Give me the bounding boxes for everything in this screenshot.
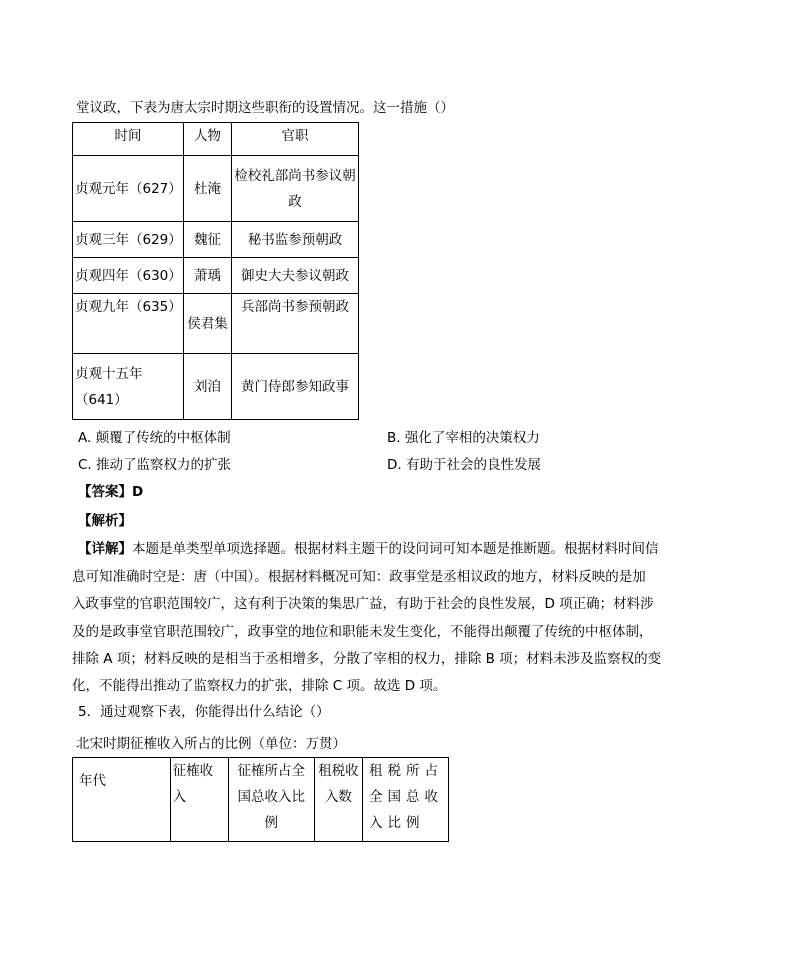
cell-office: 兵部尚书参预朝政 [232, 294, 359, 354]
option-b: B. 强化了宰相的决策权力 [387, 430, 540, 446]
q4-table [72, 122, 359, 420]
table-row [73, 222, 359, 258]
table-row [73, 258, 359, 294]
detail-label: 【详解】 [78, 541, 132, 557]
header-office: 官职 [232, 123, 359, 156]
q4-stem: 堂议政，下表为唐太宗时期这些职衔的设置情况。这一措施（） [76, 100, 454, 116]
cell-person: 杜淹 [184, 156, 232, 222]
cell-person: 刘洎 [184, 354, 232, 420]
header-tax-income: 租税收入数 [314, 758, 362, 842]
table-row [73, 294, 359, 354]
table-row [73, 156, 359, 222]
option-a: A. 颠覆了传统的中枢体制 [78, 430, 231, 446]
detail-line-4: 及的是政事堂官职范围较广，政事堂的地位和职能未发生变化，不能得出颠覆了传统的中枢体制， [72, 624, 653, 640]
detail-line-5: 排除 A 项；材料反映的是相当于丞相增多，分散了宰相的权力，排除 B 项；材料未涉及监察权的变 [72, 651, 662, 667]
header-year: 年代 [73, 758, 171, 842]
cell-time: 贞观三年（629） [73, 222, 184, 258]
header-person: 人物 [184, 123, 232, 156]
option-d: D. 有助于社会的良性发展 [387, 457, 541, 473]
answer-line [78, 480, 143, 500]
q5-caption: 北宋时期征榷收入所占的比例（单位：万贯） [76, 736, 346, 752]
cell-person: 萧瑀 [184, 258, 232, 294]
detail-line-6: 化，不能得出推动了监察权力的扩张，排除 C 项。故选 D 项。 [72, 678, 447, 694]
analysis-label: 【解析】 [78, 513, 132, 529]
option-c: C. 推动了监察权力的扩张 [78, 457, 232, 473]
cell-office: 秘书监参预朝政 [232, 222, 359, 258]
cell-time: 贞观四年（630） [73, 258, 184, 294]
answer-value: D [132, 484, 144, 500]
detail-text: 本题是单类型单项选择题。根据材料主题干的设问词可知本题是推断题。根据材料时间信 [132, 541, 659, 557]
cell-time: 贞观元年（627） [73, 156, 184, 222]
cell-office: 检校礼部尚书参议朝政 [232, 156, 359, 222]
answer-label: 【答案】 [78, 484, 132, 500]
q5-table [72, 757, 449, 842]
detail-line-1 [78, 537, 659, 557]
cell-person: 侯君集 [184, 294, 232, 354]
cell-time: 贞观九年（635） [73, 294, 184, 354]
detail-line-2: 息可知准确时空是：唐（中国）。根据材料概况可知：政事堂是丞相议政的地方，材料反映的是加 [72, 569, 646, 585]
cell-person: 魏征 [184, 222, 232, 258]
cell-office: 黄门侍郎参知政事 [232, 354, 359, 420]
cell-office: 御史大夫参议朝政 [232, 258, 359, 294]
table-row [73, 354, 359, 420]
header-tax-ratio: 租税所占全国总收入比例 [363, 758, 449, 842]
q5-stem: 5．通过观察下表，你能得出什么结论（） [78, 704, 330, 720]
detail-line-3: 入政事堂的官职范围较广，这有利于决策的集思广益，有助于社会的良性发展，D 项正确；材料涉 [72, 596, 654, 612]
header-monopoly-ratio: 征榷所占全国总收入比例 [228, 758, 314, 842]
cell-time: 贞观十五年（641） [73, 354, 184, 420]
header-time: 时间 [73, 123, 184, 156]
header-monopoly-income: 征榷收入 [170, 758, 228, 842]
